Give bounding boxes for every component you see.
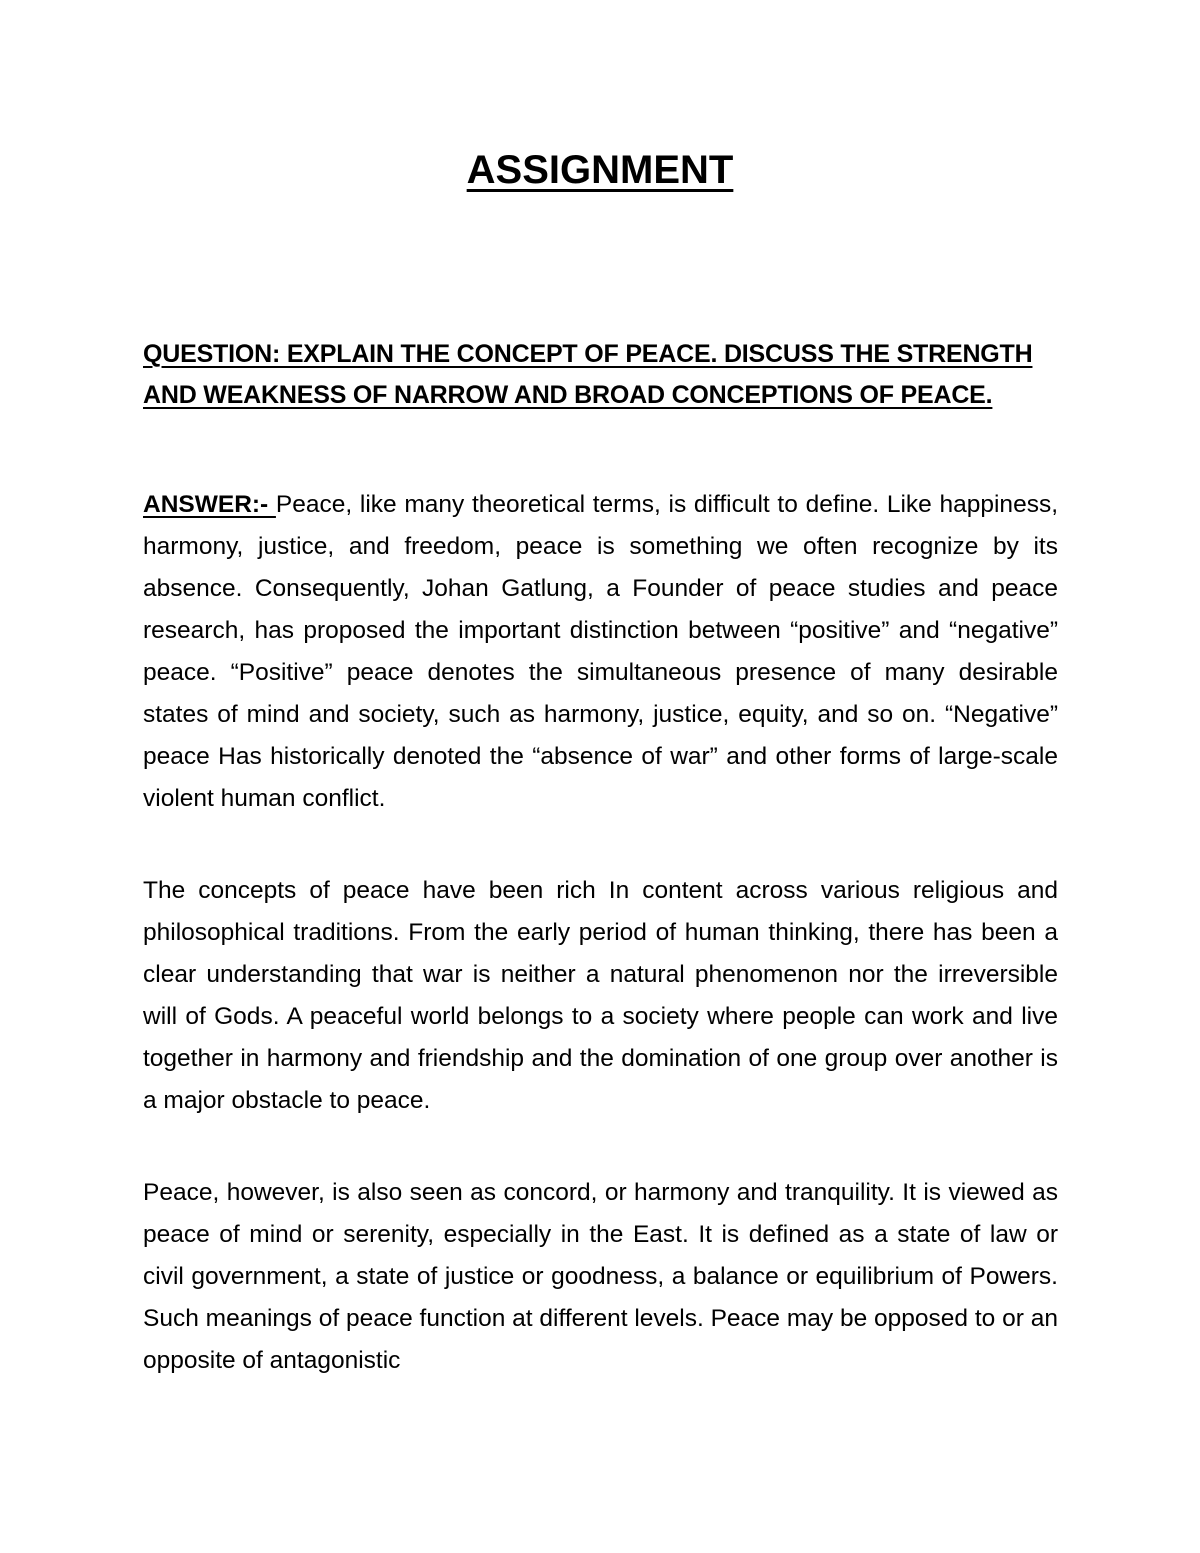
assignment-title-text: ASSIGNMENT xyxy=(466,148,734,192)
answer-paragraph-1-text: Peace, like many theoretical terms, is difficult to define. Like happiness, harmony, justice, and freedom, peace is something we often recognize by its absence. Consequently, Johan Gatlung, a Founder of peace studies and peace research, has proposed the important distinction between “positive” and “negative” peace. “Positive” peace denotes the simultaneous presence of many desirable states of mind and society, such as harmony, justice, equity, and so on. “Negative” peace Has historically denoted the “absence of war” and other forms of large-scale violent human conflict. xyxy=(143,491,1058,812)
assignment-title xyxy=(0,140,1200,200)
answer-paragraph-2: The concepts of peace have been rich In content across various religious and philosophical traditions. From the early period of human thinking, there has been a clear understanding that war is neither a natural phenomenon nor the irreversible will of Gods. A peaceful world belongs to a society where people can work and live together in harmony and friendship and the domination of one group over another is a major obstacle to peace. xyxy=(143,877,1058,1114)
answer-paragraph-1 xyxy=(143,484,1058,820)
answer-label: ANSWER:- xyxy=(143,491,276,518)
question-heading: QUESTION: EXPLAIN THE CONCEPT OF PEACE. DISCUSS THE STRENGTH AND WEAKNESS OF NARROW AND BROAD CONCEPTIONS OF PEACE. xyxy=(143,340,1033,409)
answer-paragraph-3: Peace, however, is also seen as concord, or harmony and tranquility. It is viewed as peace of mind or serenity, especially in the East. It is defined as a state of law or civil government, a state of justice or goodness, a balance or equilibrium of Powers. Such meanings of peace function at different levels. Peace may be opposed to or an opposite of antagonistic xyxy=(143,1179,1058,1374)
